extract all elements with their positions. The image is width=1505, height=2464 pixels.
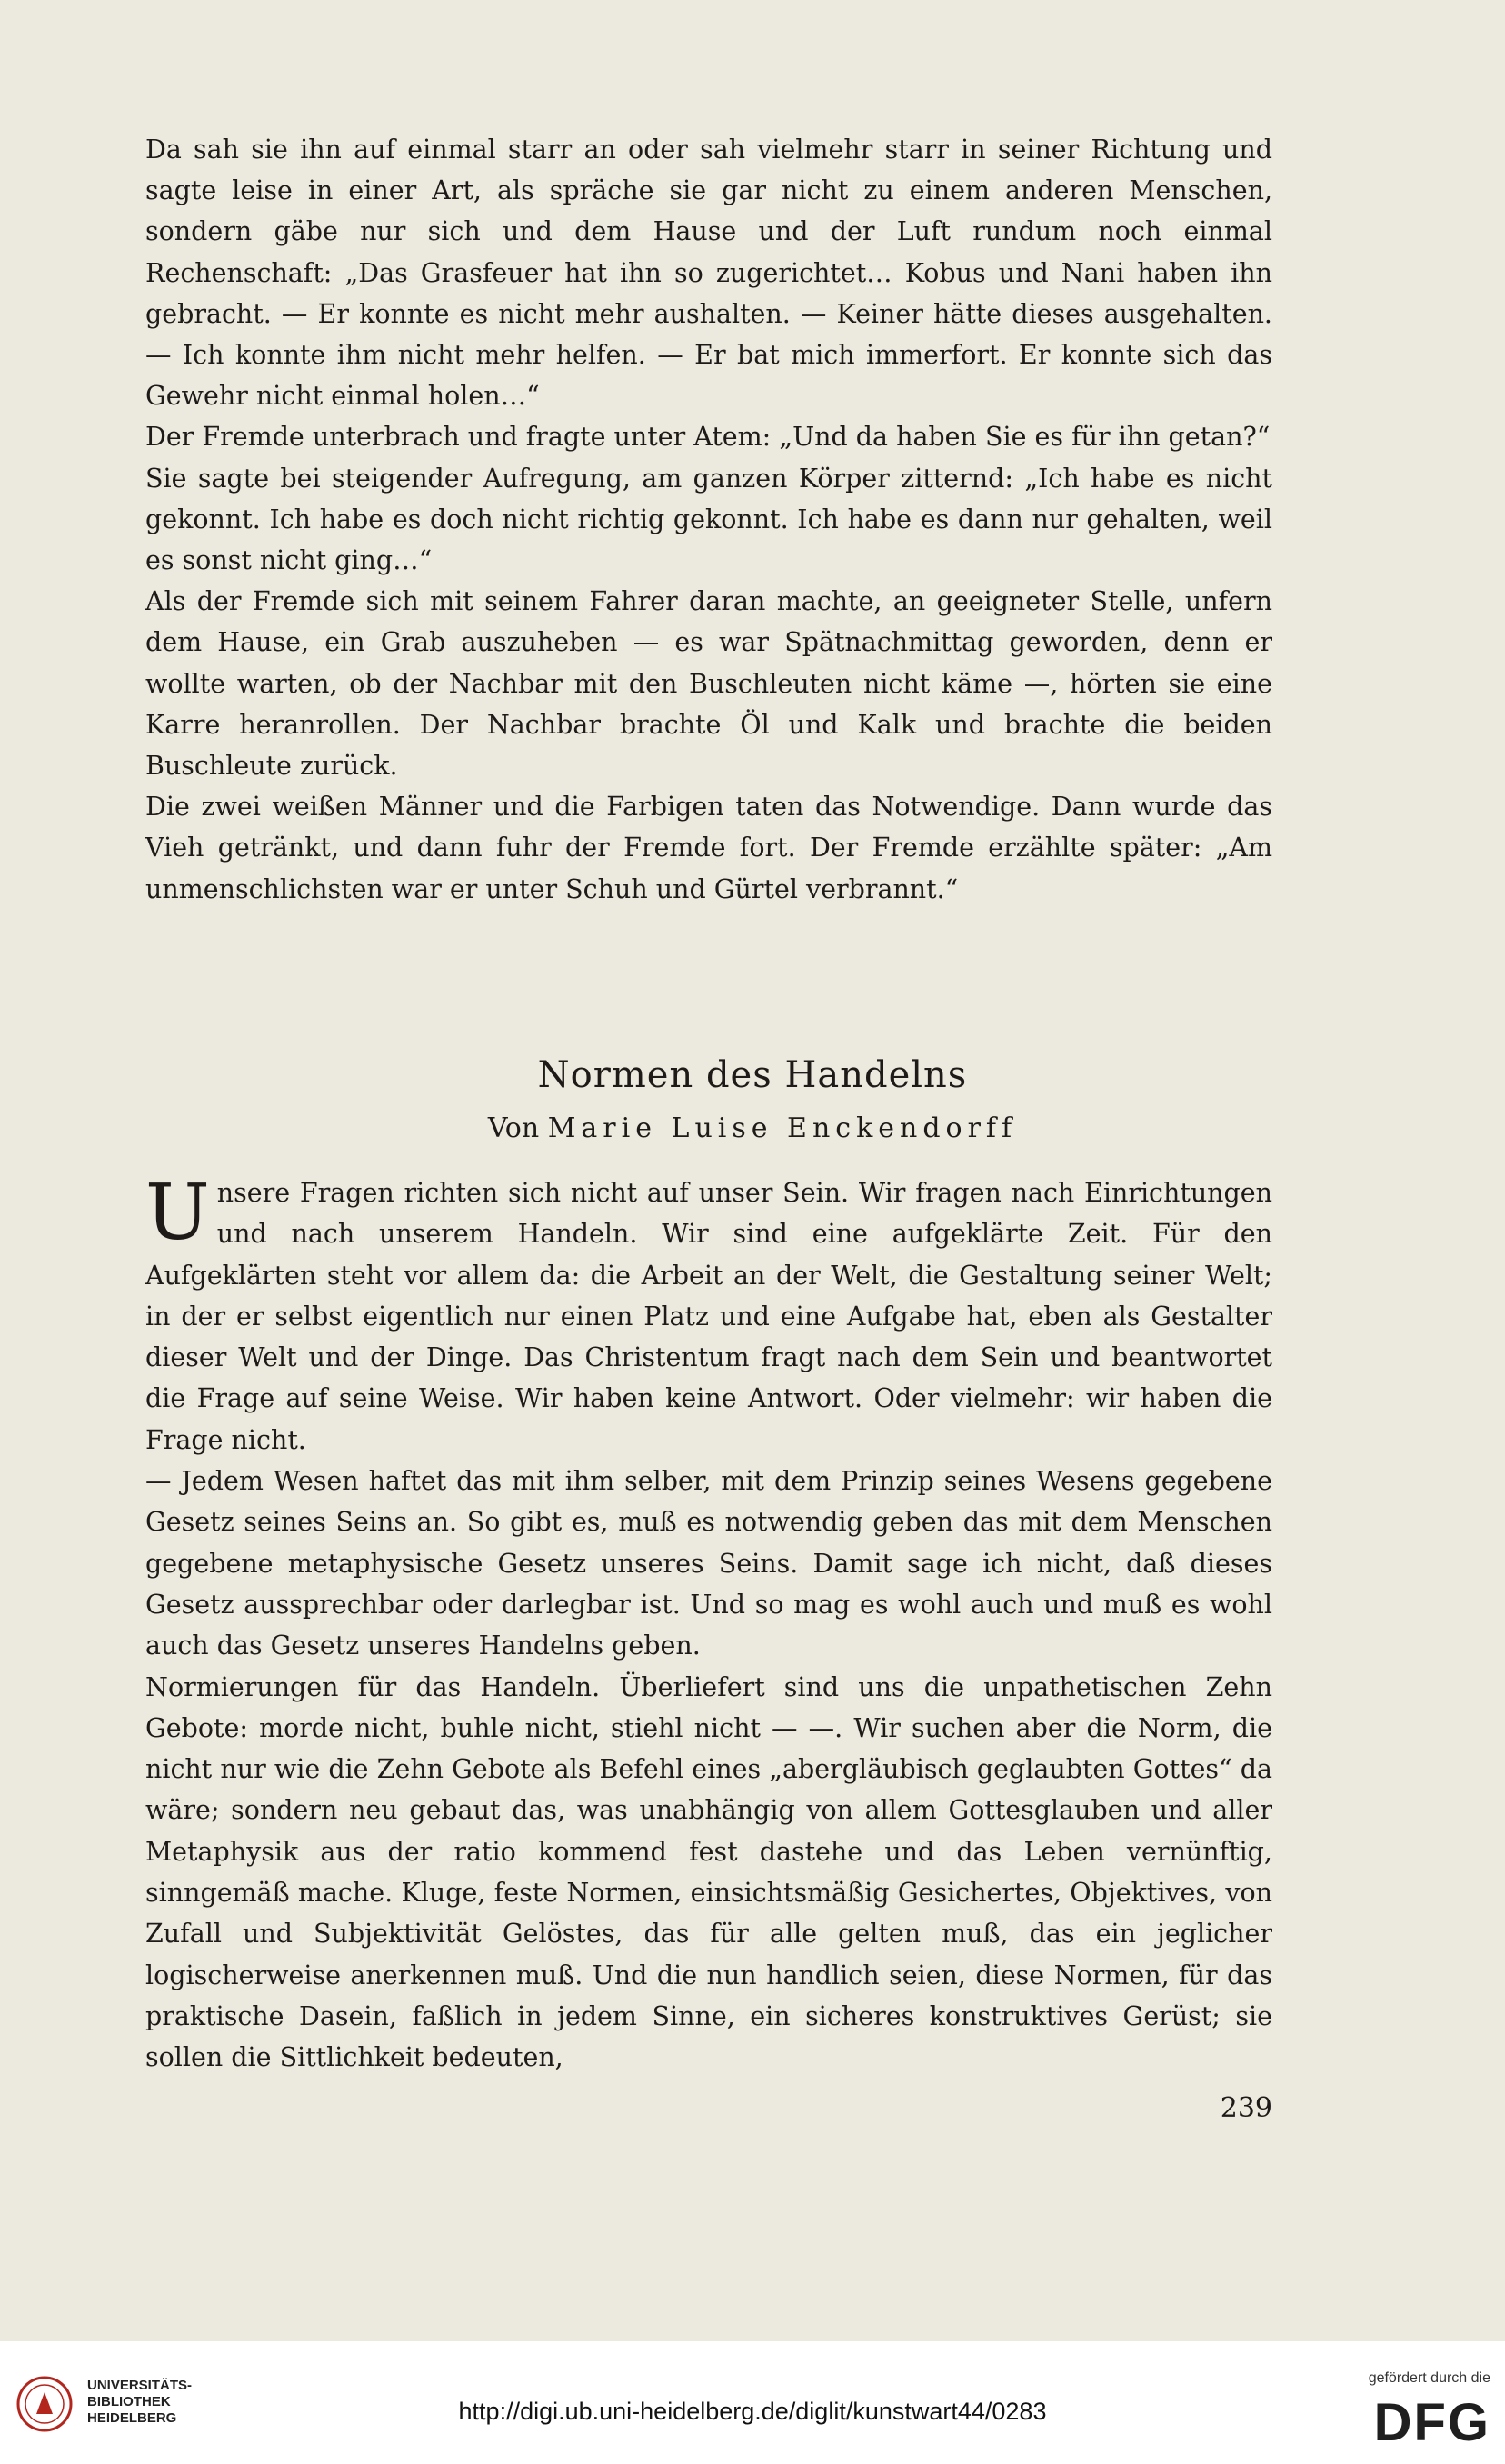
- paragraph: — Jedem Wesen haftet das mit ihm selber, mit dem Prinzip seines Wesens gegebene Gesetz seines Seins an. So gibt es, muß es notwendig geben das mit dem Menschen gegebene metaphysische Gesetz unseres Seins. Damit sage ich nicht, daß dieses Gesetz aussprechbar oder darlegbar ist. Und so mag es wohl auch und muß es wohl auch das Gesetz unseres Handelns geben.: [145, 1466, 1272, 1661]
- paragraph-text: nsere Fragen richten sich nicht auf unser Sein. Wir fragen nach Einrichtungen und nach unserem Handeln. Wir sind eine aufgeklärte Zeit. Für den Aufgeklärten steht vor allem da: die Arbeit an der Welt, die Gestaltung seiner Welt; in der er selbst eigentlich nur einen Platz und eine Aufgabe hat, eben als Gestalter dieser Welt und der Dinge. Das Christentum fragt nach dem Sein und beantwortet die Frage auf seine Weise. Wir haben keine Antwort. Oder vielmehr: wir haben die Frage nicht.: [145, 1178, 1272, 1455]
- library-line: HEIDELBERG: [87, 2410, 177, 2426]
- drop-cap: U: [145, 1168, 210, 1257]
- source-url-link[interactable]: http://digi.ub.uni-heidelberg.de/diglit/kunstwart44/0283: [458, 2398, 1047, 2425]
- story-continuation: [145, 129, 1272, 910]
- paragraph: Sie sagte bei steigender Aufregung, am ganzen Körper zitternd: „Ich habe es nicht gekonnt. Ich habe es doch nicht richtig gekonnt. Ich habe es dann nur gehalten, weil es sonst nicht ging…“: [145, 463, 1272, 576]
- funded-by-label: gefördert durch die: [1368, 2370, 1490, 2386]
- paragraph: Als der Fremde sich mit seinem Fahrer daran machte, an geeigneter Stelle, unfern dem Hause, ein Grab auszuheben — es war Spätnachmittag geworden, denn er wollte warten, ob der Nachbar mit den Buschleuten nicht käme —, hörten sie eine Karre heranrollen. Der Nachbar brachte Öl und Kalk und brachte die beiden Buschleute zurück.: [145, 586, 1272, 782]
- byline-prefix: Von: [487, 1112, 540, 1144]
- paragraph: Die zwei weißen Männer und die Farbigen taten das Notwendige. Dann wurde das Vieh getränkt, und dann fuhr der Fremde fort. Der Fremde erzählte später: „Am unmenschlichsten war er unter Schuh und Gürtel verbrannt.“: [145, 792, 1272, 904]
- paragraph: [145, 1168, 1272, 1461]
- paragraph: Der Fremde unterbrach und fragte unter Atem: „Und da haben Sie es für ihn getan?“: [145, 422, 1271, 453]
- article-body: [145, 1168, 1272, 2079]
- page-number: 239: [1220, 2092, 1272, 2124]
- dfg-logo: DFG: [1373, 2393, 1490, 2452]
- library-line: BIBLIOTHEK: [87, 2394, 171, 2409]
- paragraph: Normierungen für das Handeln. Überliefert sind uns die unpathetischen Zehn Gebote: morde nicht, buhle nicht, stiehl nicht — —. Wir suchen aber die Norm, die nicht nur wie die Zehn Gebote als Befehl eines „abergläubisch geglaubten Gottes“ da wäre; sondern neu gebaut das, was unabhängig von allem Gottesglauben und aller Metaphysik aus der ratio kommend fest dastehe und das Leben vernünftig, sinngemäß mache. Kluge, feste Normen, einsichtsmäßig Gesichertes, Objektives, von Zufall und Subjektivität Gelöstes, das für alle gelten muß, das ein jeglicher logischerweise anerkennen muß. Und die nun handlich seien, diese Normen, für das praktische Dasein, faßlich in jedem Sinne, ein sicheres konstruktives Gerüst; sie sollen die Sittlichkeit bedeuten,: [145, 1671, 1272, 2073]
- library-line: UNIVERSITÄTS-: [87, 2378, 193, 2393]
- author-name: Marie Luise Enckendorff: [547, 1112, 1018, 1144]
- article-byline: [0, 1112, 1505, 1144]
- paragraph: Da sah sie ihn auf einmal starr an oder sah vielmehr starr in seiner Richtung und sagte leise in einer Art, als spräche sie gar nicht zu einem anderen Menschen, sondern gäbe nur sich und dem Hause und der Luft rundum noch einmal Rechenschaft: „Das Grasfeuer hat ihn so zugerichtet… Kobus und Nani haben ihn gebracht. — Er konnte es nicht mehr aushalten. — Keiner hätte dieses ausgehalten. — Ich konnte ihm nicht mehr helfen. — Er bat mich immerfort. Er konnte sich das Gewehr nicht einmal holen…“: [145, 135, 1272, 412]
- article-title: Normen des Handelns: [537, 1054, 968, 1096]
- digitization-footer: [0, 2341, 1505, 2464]
